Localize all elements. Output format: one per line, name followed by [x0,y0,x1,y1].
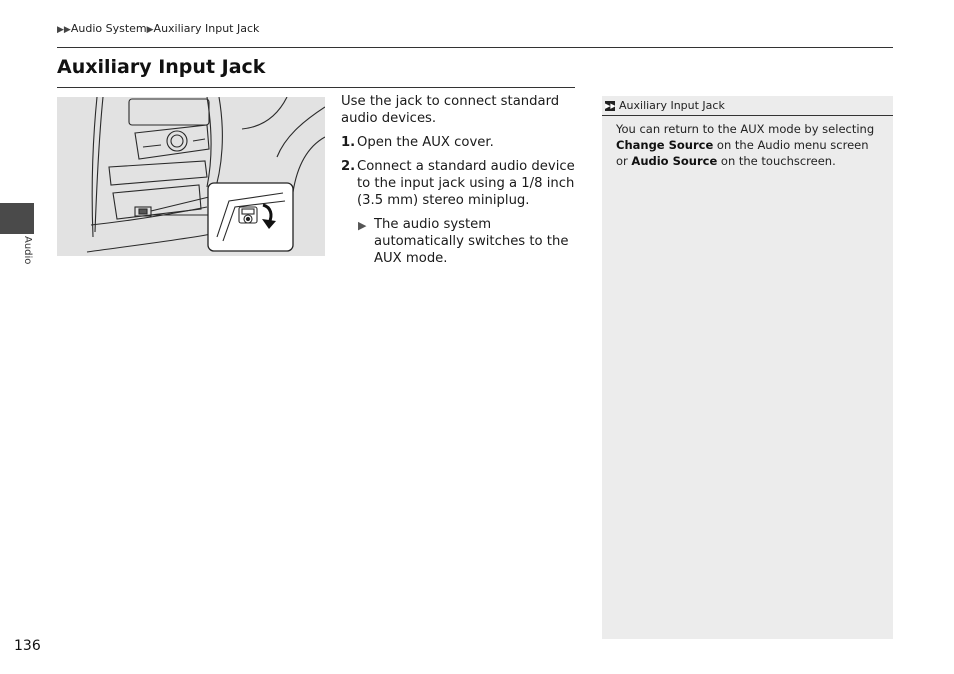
page-title: Auxiliary Input Jack [57,56,266,78]
breadcrumb-separator-icon: ▶ [146,25,154,35]
step-result [358,216,579,267]
cross-reference-icon: ▶▶ [605,102,616,110]
breadcrumb [57,22,259,35]
dashboard-drawing [57,97,325,256]
side-note-heading [602,96,893,116]
result-arrow-icon: ▶ [358,219,367,232]
intro-text: Use the jack to connect standard audio devices. [341,94,560,126]
header-divider [57,47,893,48]
change-source-label: Change Source [616,138,714,152]
chapter-tab-marker [0,203,34,234]
side-note-panel [602,96,893,639]
step-text: Open the AUX cover. [357,135,494,150]
breadcrumb-section-link[interactable]: Audio System [70,22,147,35]
chapter-tab-label: Audio [22,236,33,265]
note-text: on the Audio menu screen or [616,138,869,168]
result-text: The audio system automatically switches to the AUX mode. [374,217,569,266]
step-text: Connect a standard audio device to the input jack using a 1/8 inch (3.5 mm) stereo miniplug. [357,159,575,208]
note-text: on the touchscreen. [717,154,836,168]
step-number: 2. [341,159,356,174]
step-item [341,134,579,151]
audio-source-label: Audio Source [631,154,718,168]
aux-jack-illustration [57,97,325,256]
note-text: You can return to the AUX mode by selecting [616,122,875,136]
breadcrumb-current: Auxiliary Input Jack [153,22,260,35]
instructions-column [341,93,579,267]
step-number: 1. [341,135,356,150]
step-item [341,158,579,209]
title-divider [57,87,575,88]
breadcrumb-arrows-icon: ▶▶ [57,25,71,35]
side-note-heading-text: Auxiliary Input Jack [619,99,725,112]
page-number: 136 [14,638,41,654]
side-note-body [602,116,893,169]
